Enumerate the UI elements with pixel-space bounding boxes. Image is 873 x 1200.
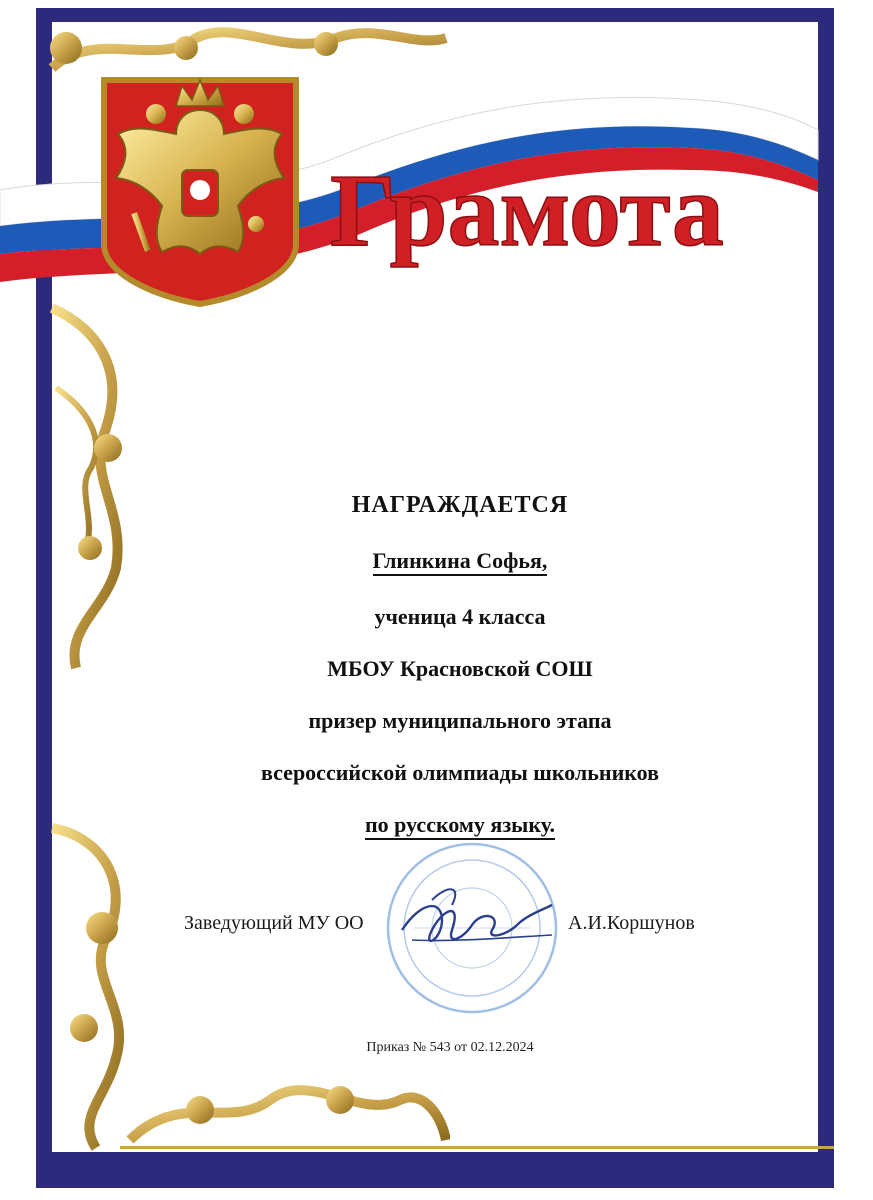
school-name: МБОУ Красновской СОШ [327,656,593,681]
gold-ornament-bottom [120,1050,450,1160]
signature [392,880,562,960]
order-reference: Приказ № 543 от 02.12.2024 [366,1040,534,1055]
certificate-title [330,150,800,270]
svg-text:Грамота: Грамота [330,153,724,268]
signatory-name: А.И.Коршунов [568,912,695,934]
signatory-role: Заведующий МУ ОО [184,912,364,934]
achievement: призер муниципального этапа [308,708,612,733]
recipient-name-text: Глинкина Софья, [373,548,548,576]
award-heading: НАГРАЖДАЕТСЯ [351,492,569,518]
recipient-class: ученица 4 класса [374,604,546,629]
competition: всероссийской олимпиады школьников [261,760,659,785]
russian-coat-of-arms [96,74,304,308]
subject [120,812,800,838]
recipient-name [120,548,800,574]
subject-text: по русскому языку. [365,812,555,840]
